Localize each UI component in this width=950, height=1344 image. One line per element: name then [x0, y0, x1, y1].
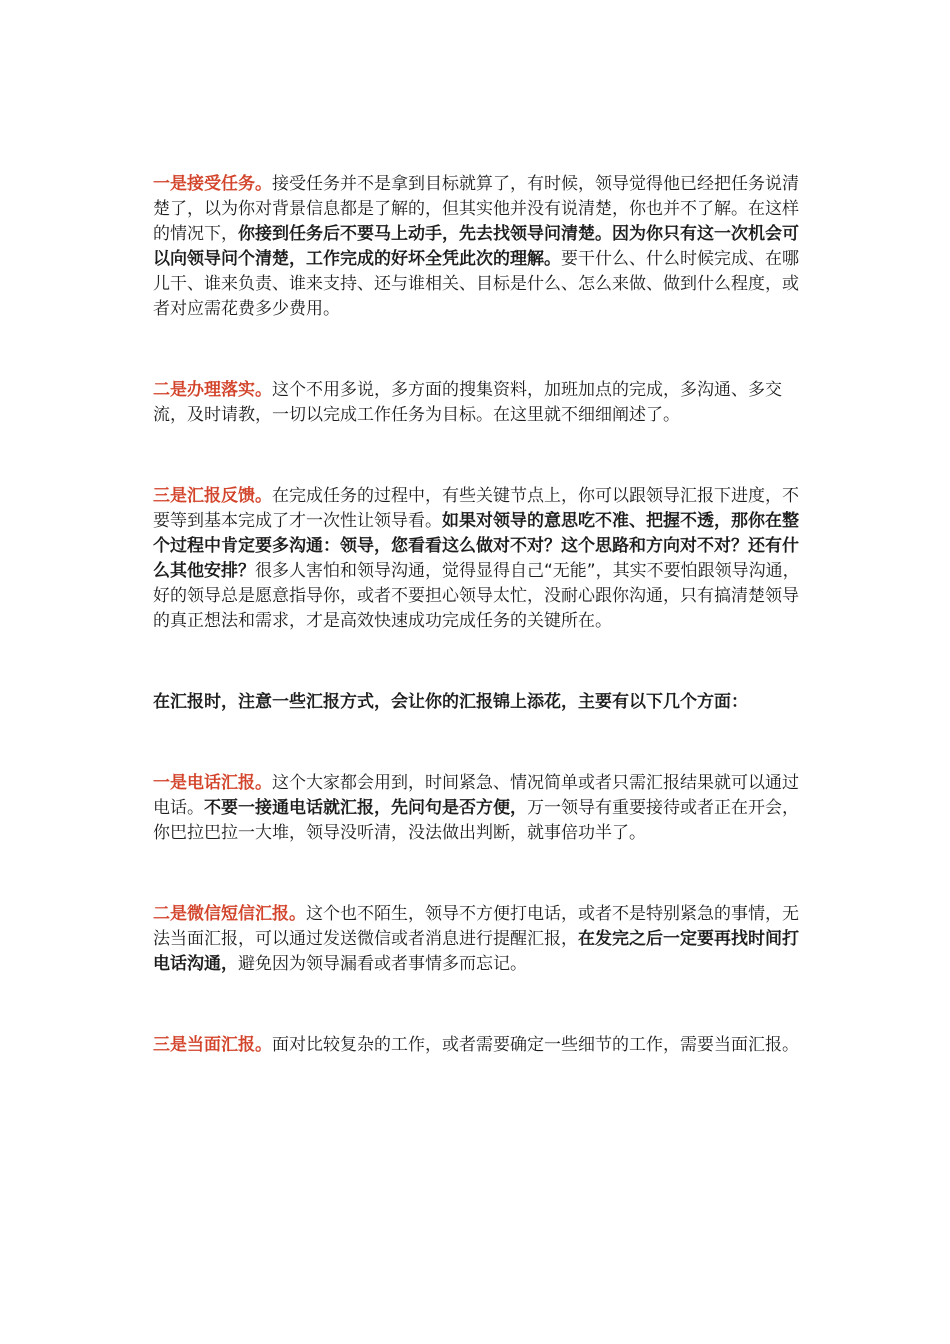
- body-text: 接受任务并不是拿到目标就算了，有时候，领导觉得他已经把任务说清楚了，以为你对背景信息都是了解的，但其实他并没有说清楚，你也并不了解。在这样的情况下，: [153, 174, 799, 244]
- bold-text: 在发完之后一定要再找时间打电话沟通，: [153, 929, 799, 974]
- body-text: 这个不用多说，多方面的搜集资料，加班加点的完成，多沟通、多交流，及时请教，一切以完成工作任务为目标。在这里就不细细阐述了。: [153, 380, 782, 425]
- body-text: 很多人害怕和领导沟通，觉得显得自己“无能”，其实不要怕跟领导沟通，好的领导总是愿意指导你，或者不要担心领导太忙，没耐心跟你沟通，只有搞清楚领导的真正想法和需求，才是高效快速成功完成任务的关键所在。: [153, 561, 800, 631]
- heading-phone-report: 一是电话汇报。: [153, 773, 272, 793]
- paragraph-accept-task: [153, 172, 803, 322]
- document-body: [153, 172, 803, 1058]
- body-text: 避免因为领导漏看或者事情多而忘记。: [238, 954, 527, 974]
- heading-accept-task: 一是接受任务。: [153, 174, 272, 194]
- body-text: 面对比较复杂的工作，或者需要确定一些细节的工作，需要当面汇报。: [272, 1035, 799, 1055]
- body-text: 在完成任务的过程中，有些关键节点上，你可以跟领导汇报下进度，不要等到基本完成了才一次性让领导看。: [153, 486, 799, 531]
- body-text: 要干什么、什么时候完成、在哪儿干、谁来负责、谁来支持、还与谁相关、目标是什么、怎么来做、做到什么程度，或者对应需花费多少费用。: [153, 249, 799, 319]
- paragraph-report-feedback: [153, 484, 803, 634]
- bold-text: 在汇报时，注意一些汇报方式，会让你的汇报锦上添花，主要有以下几个方面：: [153, 692, 748, 712]
- body-text: 这个大家都会用到，时间紧急、情况简单或者只需汇报结果就可以通过电话。: [153, 773, 799, 818]
- body-text: 这个也不陌生，领导不方便打电话，或者不是特别紧急的事情，无法当面汇报，可以通过发送微信或者消息进行提醒汇报，: [153, 904, 799, 949]
- heading-in-person-report: 三是当面汇报。: [153, 1035, 272, 1055]
- paragraph-phone-report: [153, 771, 803, 846]
- paragraph-report-methods-intro: [153, 690, 803, 715]
- bold-text: 不要一接通电话就汇报，先问句是否方便，: [204, 798, 527, 818]
- bold-text: 如果对领导的意思吃不准、把握不透，那你在整个过程中肯定要多沟通：领导，您看看这么做对不对？这个思路和方向对不对？还有什么其他安排？: [153, 511, 799, 581]
- heading-report-feedback: 三是汇报反馈。: [153, 486, 272, 506]
- heading-implement: 二是办理落实。: [153, 380, 272, 400]
- paragraph-implement: [153, 378, 803, 428]
- body-text: 万一领导有重要接待或者正在开会，你巴拉巴拉一大堆，领导没听清，没法做出判断，就事倍功半了。: [153, 798, 799, 843]
- heading-wechat-report: 二是微信短信汇报。: [153, 904, 306, 924]
- paragraph-wechat-report: [153, 902, 803, 977]
- paragraph-in-person-report: [153, 1033, 803, 1058]
- bold-text: 你接到任务后不要马上动手，先去找领导问清楚。因为你只有这一次机会可以向领导问个清楚，工作完成的好坏全凭此次的理解。: [153, 224, 799, 269]
